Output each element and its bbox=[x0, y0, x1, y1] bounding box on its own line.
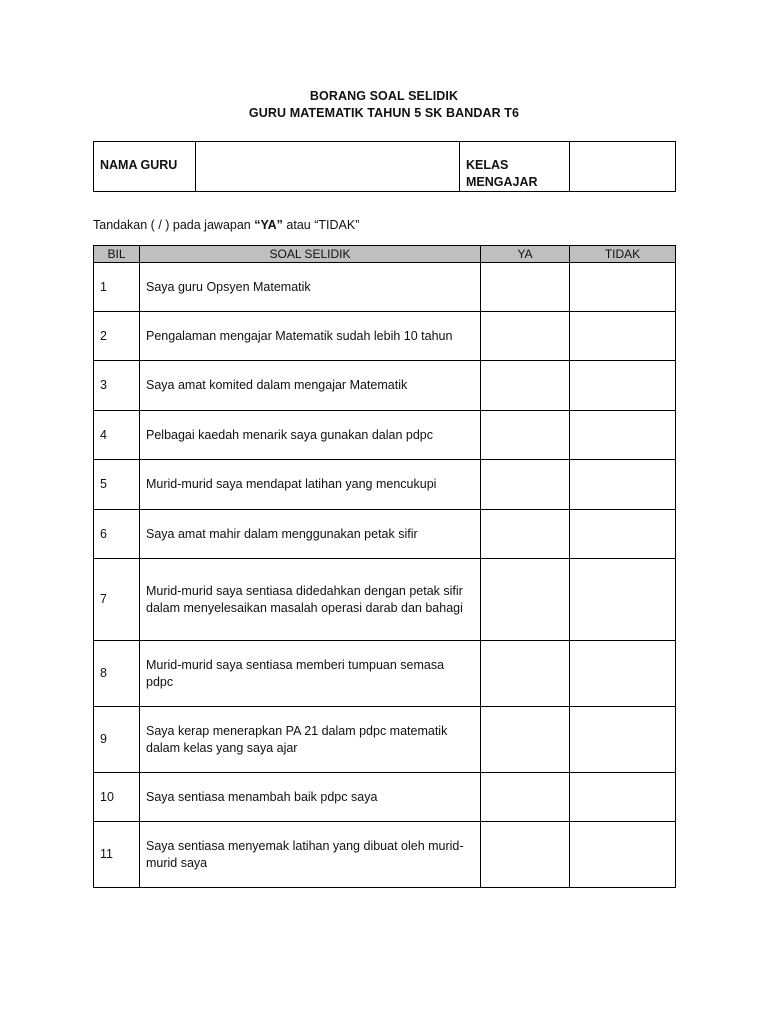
row-number: 11 bbox=[94, 822, 140, 888]
table-row bbox=[94, 773, 676, 822]
instruction-tidak: “TIDAK” bbox=[314, 218, 360, 232]
question-text: Murid-murid saya mendapat latihan yang mencukupi bbox=[140, 460, 481, 510]
answer-ya-cell[interactable] bbox=[481, 312, 570, 361]
answer-tidak-cell[interactable] bbox=[570, 510, 676, 559]
table-row bbox=[94, 707, 676, 773]
header-ya: YA bbox=[481, 246, 570, 263]
question-text: Saya guru Opsyen Matematik bbox=[140, 263, 481, 312]
survey-table bbox=[93, 245, 676, 888]
survey-header-row bbox=[94, 246, 676, 263]
answer-ya-cell[interactable] bbox=[481, 263, 570, 312]
row-number: 6 bbox=[94, 510, 140, 559]
row-number: 4 bbox=[94, 411, 140, 460]
question-text: Saya sentiasa menambah baik pdpc saya bbox=[140, 773, 481, 822]
table-row bbox=[94, 822, 676, 888]
answer-tidak-cell[interactable] bbox=[570, 707, 676, 773]
nama-guru-label: NAMA GURU bbox=[94, 142, 196, 192]
kelas-mengajar-field[interactable] bbox=[570, 142, 676, 192]
answer-tidak-cell[interactable] bbox=[570, 361, 676, 411]
answer-ya-cell[interactable] bbox=[481, 641, 570, 707]
table-row bbox=[94, 460, 676, 510]
question-text: Murid-murid saya sentiasa didedahkan dengan petak sifir dalam menyelesaikan masalah operasi darab dan bahagi bbox=[140, 559, 481, 641]
question-text: Pelbagai kaedah menarik saya gunakan dalan pdpc bbox=[140, 411, 481, 460]
header-tidak: TIDAK bbox=[570, 246, 676, 263]
question-text: Murid-murid saya sentiasa memberi tumpuan semasa pdpc bbox=[140, 641, 481, 707]
answer-tidak-cell[interactable] bbox=[570, 460, 676, 510]
table-row bbox=[94, 312, 676, 361]
row-number: 10 bbox=[94, 773, 140, 822]
question-text: Saya amat mahir dalam menggunakan petak sifir bbox=[140, 510, 481, 559]
answer-ya-cell[interactable] bbox=[481, 411, 570, 460]
answer-tidak-cell[interactable] bbox=[570, 263, 676, 312]
header-soal-selidik: SOAL SELIDIK bbox=[140, 246, 481, 263]
instruction-prefix: Tandakan ( / ) pada jawapan bbox=[93, 218, 255, 232]
row-number: 8 bbox=[94, 641, 140, 707]
row-number: 5 bbox=[94, 460, 140, 510]
instruction-text bbox=[93, 218, 359, 232]
answer-tidak-cell[interactable] bbox=[570, 822, 676, 888]
instruction-ya: “YA” bbox=[254, 218, 283, 232]
nama-guru-field[interactable] bbox=[196, 142, 460, 192]
answer-ya-cell[interactable] bbox=[481, 773, 570, 822]
answer-tidak-cell[interactable] bbox=[570, 773, 676, 822]
survey-body bbox=[94, 263, 676, 888]
answer-ya-cell[interactable] bbox=[481, 822, 570, 888]
answer-ya-cell[interactable] bbox=[481, 510, 570, 559]
table-row bbox=[94, 361, 676, 411]
form-subtitle: GURU MATEMATIK TAHUN 5 SK BANDAR T6 bbox=[248, 106, 520, 120]
answer-ya-cell[interactable] bbox=[481, 707, 570, 773]
question-text: Saya amat komited dalam mengajar Matematik bbox=[140, 361, 481, 411]
answer-tidak-cell[interactable] bbox=[570, 312, 676, 361]
table-row bbox=[94, 510, 676, 559]
answer-ya-cell[interactable] bbox=[481, 460, 570, 510]
answer-tidak-cell[interactable] bbox=[570, 411, 676, 460]
teacher-info-row bbox=[94, 142, 676, 192]
header-bil: BIL bbox=[94, 246, 140, 263]
row-number: 7 bbox=[94, 559, 140, 641]
teacher-info-table bbox=[93, 141, 676, 192]
row-number: 2 bbox=[94, 312, 140, 361]
question-text: Saya sentiasa menyemak latihan yang dibuat oleh murid-murid saya bbox=[140, 822, 481, 888]
kelas-mengajar-label: KELAS MENGAJAR bbox=[460, 142, 570, 192]
question-text: Pengalaman mengajar Matematik sudah lebih 10 tahun bbox=[140, 312, 481, 361]
row-number: 1 bbox=[94, 263, 140, 312]
row-number: 9 bbox=[94, 707, 140, 773]
form-title: BORANG SOAL SELIDIK bbox=[309, 89, 459, 103]
table-row bbox=[94, 641, 676, 707]
answer-ya-cell[interactable] bbox=[481, 361, 570, 411]
answer-tidak-cell[interactable] bbox=[570, 559, 676, 641]
question-text: Saya kerap menerapkan PA 21 dalam pdpc matematik dalam kelas yang saya ajar bbox=[140, 707, 481, 773]
answer-tidak-cell[interactable] bbox=[570, 641, 676, 707]
row-number: 3 bbox=[94, 361, 140, 411]
instruction-middle: atau bbox=[282, 218, 315, 232]
answer-ya-cell[interactable] bbox=[481, 559, 570, 641]
table-row bbox=[94, 411, 676, 460]
table-row bbox=[94, 559, 676, 641]
table-row bbox=[94, 263, 676, 312]
